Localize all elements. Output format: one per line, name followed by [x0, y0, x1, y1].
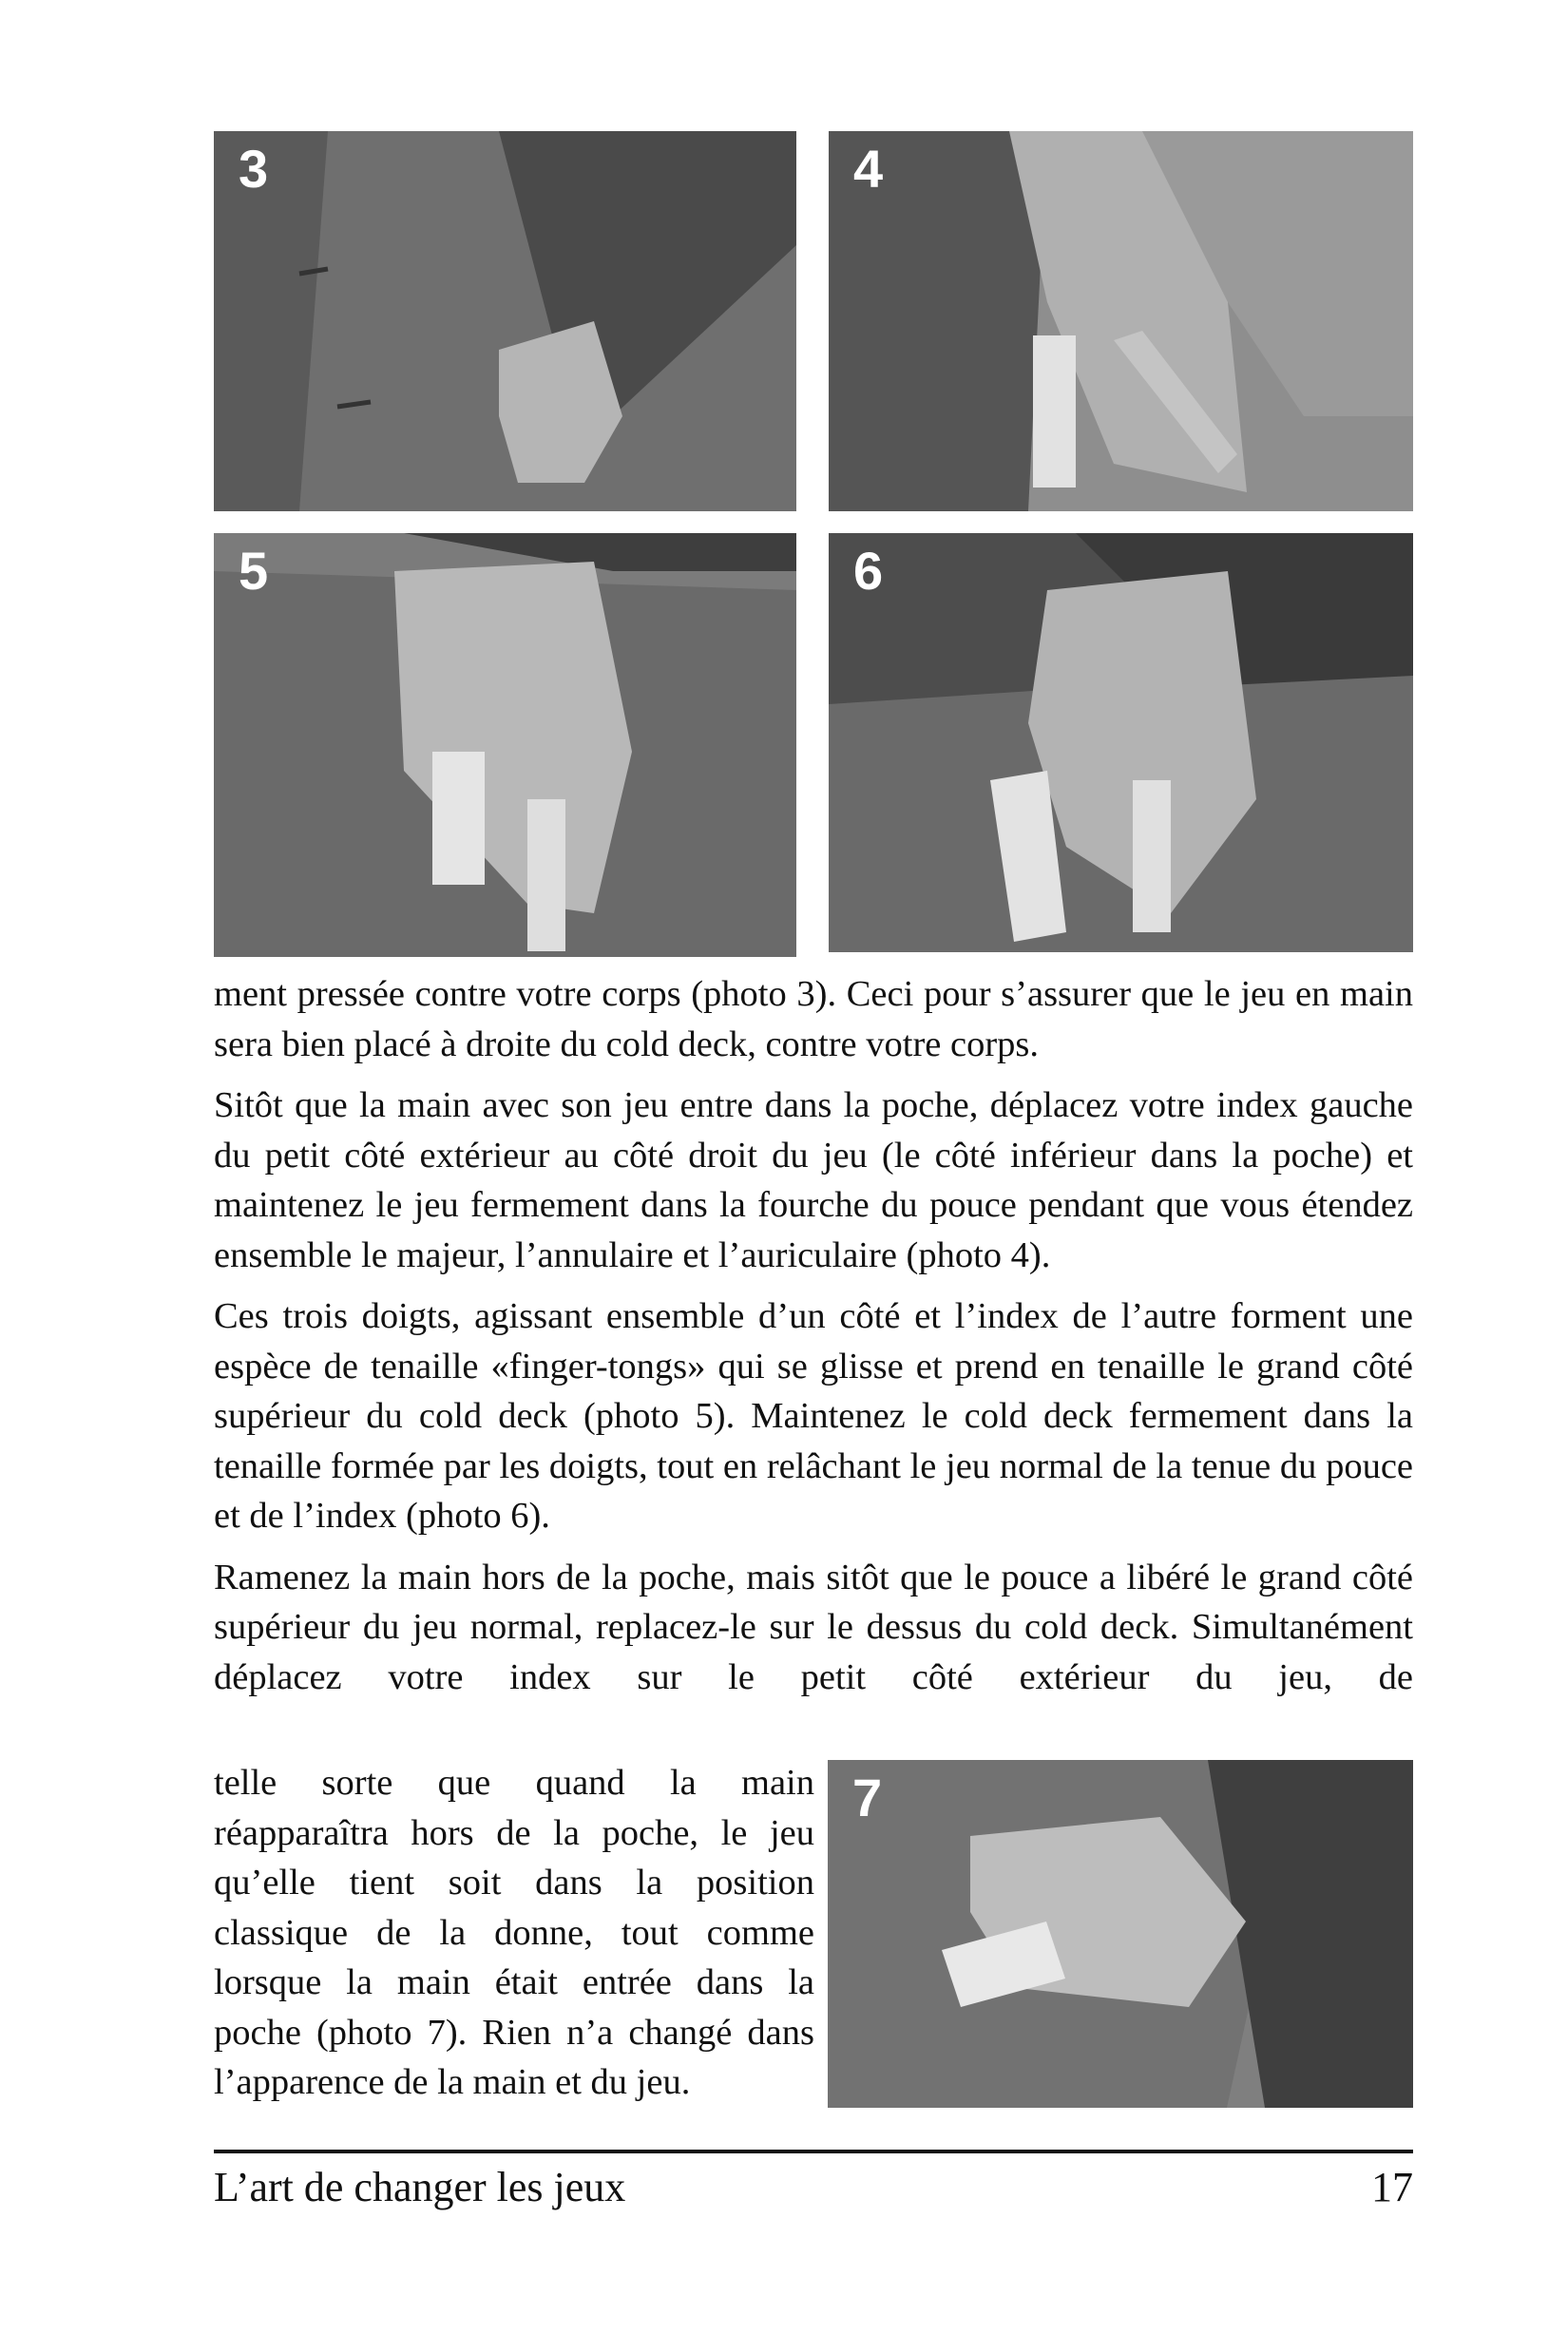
photo-number: 7: [852, 1768, 883, 1827]
photo-4: [829, 131, 1413, 511]
photo-3-image: [214, 131, 796, 511]
paragraph: Ces trois doigts, agissant ensemble d’un côté et l’index de l’autre forment une espèce de tenaille «finger-tongs» qui se glisse et prend en tenaille le grand côté supérieur du cold deck (photo 5). Maintenez le cold deck fermement dans la tenaille formée par les doigts, tout en relâchant le jeu normal de la tenue du pouce et de l’index (photo 6).: [214, 1296, 1413, 1536]
photo-6-image: [829, 533, 1413, 952]
side-text: [214, 1758, 814, 2108]
photo-number: 5: [239, 541, 269, 601]
photo-4-image: [829, 131, 1413, 511]
footer-rule: [214, 2150, 1413, 2153]
paragraph: Ramenez la main hors de la poche, mais sitôt que le pouce a libéré le grand côté supérieur du jeu normal, replacez-le sur le dessus du cold deck. Simultanément déplacez votre index sur le petit côté extérieur du jeu, de: [214, 1557, 1413, 1697]
paragraph: ment pressée contre votre corps (photo 3). Ceci pour s’assurer que le jeu en main sera bien placé à droite du cold deck, contre votre corps.: [214, 974, 1413, 1064]
body-text: [214, 969, 1413, 1702]
running-title: L’art de changer les jeux: [214, 2164, 626, 2210]
photo-6: [829, 533, 1413, 952]
photo-number: 3: [239, 139, 269, 199]
photo-7: [828, 1760, 1413, 2108]
photo-5-image: [214, 533, 796, 957]
paragraph: Sitôt que la main avec son jeu entre dans la poche, déplacez votre index gauche du petit côté extérieur au côté droit du jeu (le côté inférieur dans la poche) et maintenez le jeu fermement dans la fourche du pouce pendant que vous étendez ensemble le majeur, l’annulaire et l’auriculaire (photo 4).: [214, 1085, 1413, 1275]
paragraph: telle sorte que quand la main réapparaîtra hors de la poche, le jeu qu’elle tient soit dans la position classique de la donne, tout comme lorsque la main était entrée dans la poche (photo 7). Rien n’a changé dans l’apparence de la main et du jeu.: [214, 1763, 814, 2102]
photo-5: [214, 533, 796, 957]
photo-3: [214, 131, 796, 511]
photo-7-image: [828, 1760, 1413, 2108]
photo-number: 6: [853, 541, 884, 601]
page-number: 17: [1371, 2164, 1413, 2210]
photo-number: 4: [853, 139, 884, 199]
